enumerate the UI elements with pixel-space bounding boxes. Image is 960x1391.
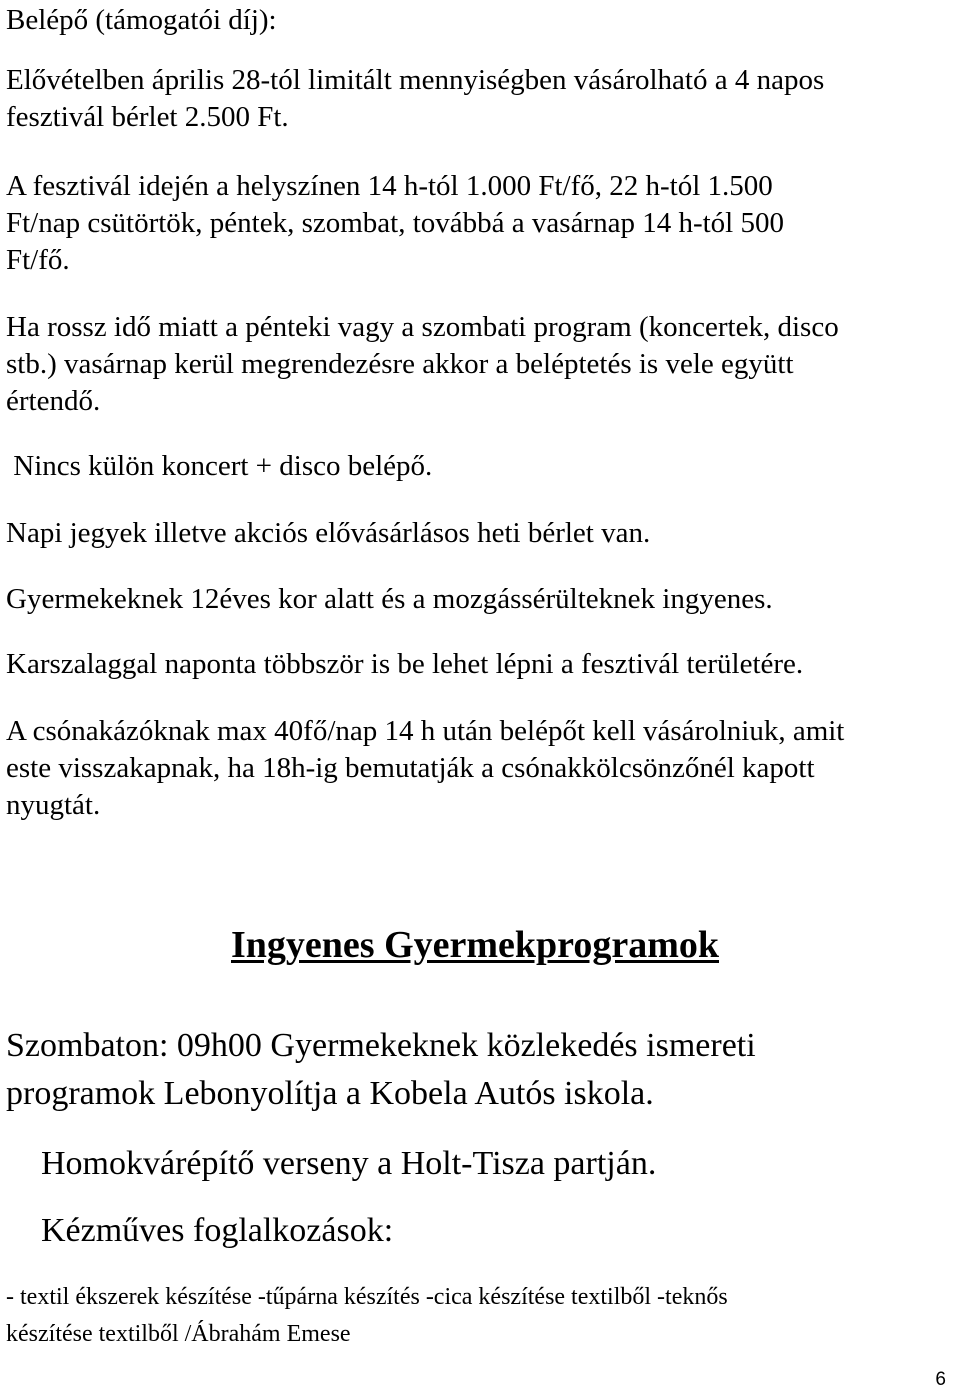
weather-note-line-2: stb.) vasárnap kerül megrendezésre akkor a beléptetés is vele együtt <box>6 348 794 380</box>
weather-note-line-3: értendő. <box>6 385 101 417</box>
onsite-price-line-1: A fesztivál idején a helyszínen 14 h-tól 1.000 Ft/fő, 22 h-tól 1.500 <box>6 170 773 202</box>
weather-note-line-1: Ha rossz idő miatt a pénteki vagy a szombati program (koncertek, disco <box>6 311 839 343</box>
crafts-list-line-1: - textil ékszerek készítése -tűpárna készítés -cica készítése textilből -teknős <box>6 1284 728 1310</box>
boaters-note-line-2: este visszakapnak, ha 18h-ig bemutatják a csónakkölcsönzőnél kapott <box>6 752 815 784</box>
presale-line-1: Elővételben április 28-tól limitált mennyiségben vásárolható a 4 napos <box>6 64 825 96</box>
crafts-list-line-2: készítése textilből /Ábrahám Emese <box>6 1321 351 1347</box>
wristband-note: Karszalaggal naponta többször is be lehet lépni a fesztivál területére. <box>6 648 804 680</box>
boaters-note-line-3: nyugtát. <box>6 789 101 821</box>
entry-fee-title: Belépő (támogatói díj): <box>6 4 277 36</box>
presale-line-2: fesztivál bérlet 2.500 Ft. <box>6 101 289 133</box>
children-free-note: Gyermekeknek 12éves kor alatt és a mozgássérülteknek ingyenes. <box>6 583 773 615</box>
onsite-price-line-3: Ft/fő. <box>6 244 70 276</box>
saturday-program-line-1: Szombaton: 09h00 Gyermekeknek közlekedés ismereti <box>6 1027 756 1064</box>
children-programs-heading: Ingyenes Gyermekprogramok <box>231 924 719 966</box>
sandcastle-contest: Homokvárépítő verseny a Holt-Tisza partján. <box>41 1145 657 1182</box>
daily-tickets-note: Napi jegyek illetve akciós elővásárlásos heti bérlet van. <box>6 517 651 549</box>
onsite-price-line-2: Ft/nap csütörtök, péntek, szombat, továbbá a vasárnap 14 h-tól 500 <box>6 207 784 239</box>
page-number: 6 <box>935 1369 946 1390</box>
crafts-title: Kézműves foglalkozások: <box>41 1212 394 1249</box>
boaters-note-line-1: A csónakázóknak max 40fő/nap 14 h után belépőt kell vásárolniuk, amit <box>6 715 845 747</box>
saturday-program-line-2: programok Lebonyolítja a Kobela Autós iskola. <box>6 1075 654 1112</box>
no-separate-ticket-note: Nincs külön koncert + disco belépő. <box>6 450 433 482</box>
